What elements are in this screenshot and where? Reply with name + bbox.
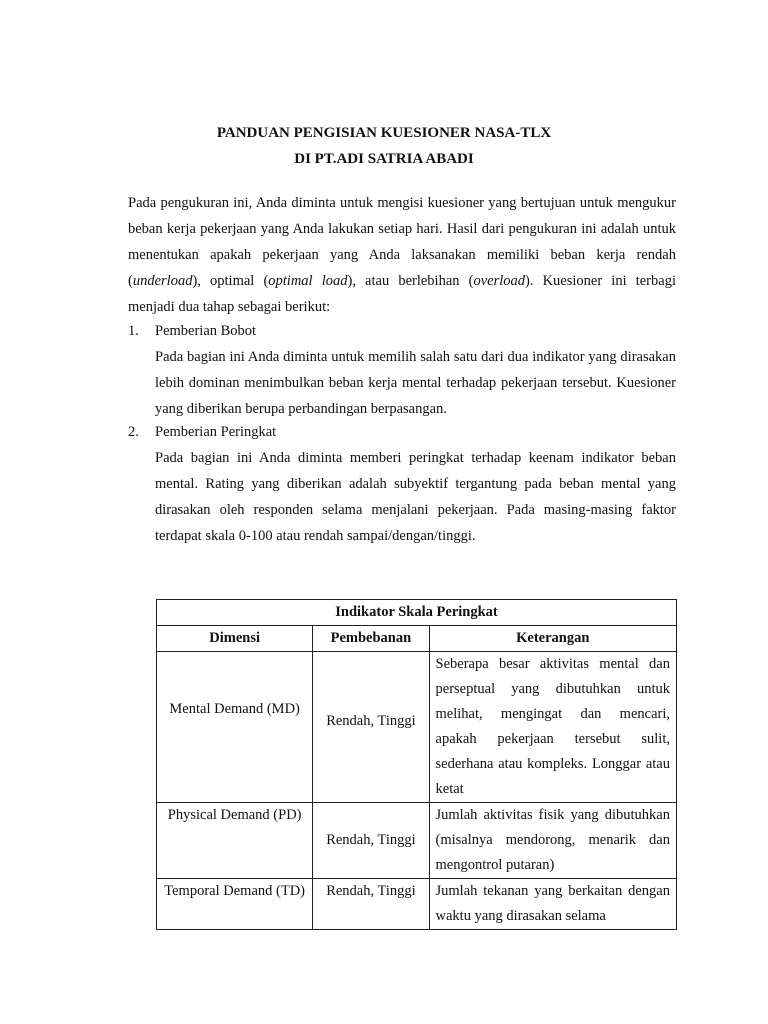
title-line-2: DI PT.ADI SATRIA ABADI	[294, 151, 474, 167]
list-item-number: 1.	[128, 323, 139, 339]
document-title	[0, 120, 768, 172]
table-row	[157, 652, 677, 803]
column-header-keterangan: Keterangan	[429, 626, 676, 652]
cell-pembebanan: Rendah, Tinggi	[313, 652, 429, 803]
cell-keterangan: Jumlah aktivitas fisik yang dibutuhkan (misalnya mendorong, menarik dan mengontrol putaran)	[429, 803, 676, 879]
cell-dimensi: Mental Demand (MD)	[157, 652, 313, 803]
indicator-table	[156, 599, 677, 930]
table-caption-row	[157, 600, 677, 626]
table-caption: Indikator Skala Peringkat	[157, 600, 677, 626]
title-line-1: PANDUAN PENGISIAN KUESIONER NASA-TLX	[216, 125, 552, 141]
cell-pembebanan: Rendah, Tinggi	[313, 803, 429, 879]
cell-keterangan: Seberapa besar aktivitas mental dan perseptual yang dibutuhkan untuk melihat, mengingat dan mencari, apakah pekerjaan tersebut sulit, sederhana atau kompleks. Longgar atau ketat	[429, 652, 676, 803]
list-item-description: Pada bagian ini Anda diminta memberi peringkat terhadap keenam indikator beban mental. Rating yang diberikan adalah subyektif tergantung pada beban mental yang dirasakan oleh responden selama menjalani pekerjaan. Pada masing-masing faktor terdapat skala 0-100 atau rendah sampai/dengan/tinggi.	[155, 450, 676, 544]
list-item-heading: Pemberian Bobot	[155, 323, 257, 339]
list-item-number: 2.	[128, 424, 139, 440]
cell-pembebanan: Rendah, Tinggi	[313, 879, 429, 930]
table-header-row	[157, 626, 677, 652]
column-header-pembebanan: Pembebanan	[313, 626, 429, 652]
intro-text-2: ), optimal (	[192, 273, 269, 289]
cell-dimensi: Physical Demand (PD)	[157, 803, 313, 879]
list-item-heading: Pemberian Peringkat	[155, 424, 277, 440]
intro-text-1: Pada pengukuran ini, Anda diminta untuk mengisi kuesioner yang bertujuan untuk mengukur beban kerja pekerjaan yang Anda lakukan setiap hari. Hasil dari pengukuran ini adalah untuk menentukan apakah pekerjaan yang Anda laksanakan memiliki beban kerja rendah (	[128, 195, 676, 289]
list-item-description: Pada bagian ini Anda diminta untuk memilih salah satu dari dua indikator yang dirasakan lebih dominan menimbulkan beban kerja mental terhadap pekerjaan tersebut. Kuesioner yang diberikan berupa perbandingan berpasangan.	[155, 349, 676, 417]
table-row	[157, 879, 677, 930]
intro-term-underload: underload	[132, 273, 193, 289]
intro-text-4: ). Kuesioner ini terbagi menjadi dua tahap sebagai berikut:	[128, 273, 676, 315]
table-row	[157, 803, 677, 879]
column-header-dimensi: Dimensi	[157, 626, 313, 652]
cell-dimensi: Temporal Demand (TD)	[157, 879, 313, 930]
intro-paragraph	[128, 190, 676, 320]
intro-text-3: ), atau berlebihan (	[347, 273, 474, 289]
cell-keterangan: Jumlah tekanan yang berkaitan dengan waktu yang dirasakan selama	[429, 879, 676, 930]
intro-term-optimal-load: optimal load	[268, 273, 348, 289]
intro-term-overload: overload	[473, 273, 526, 289]
